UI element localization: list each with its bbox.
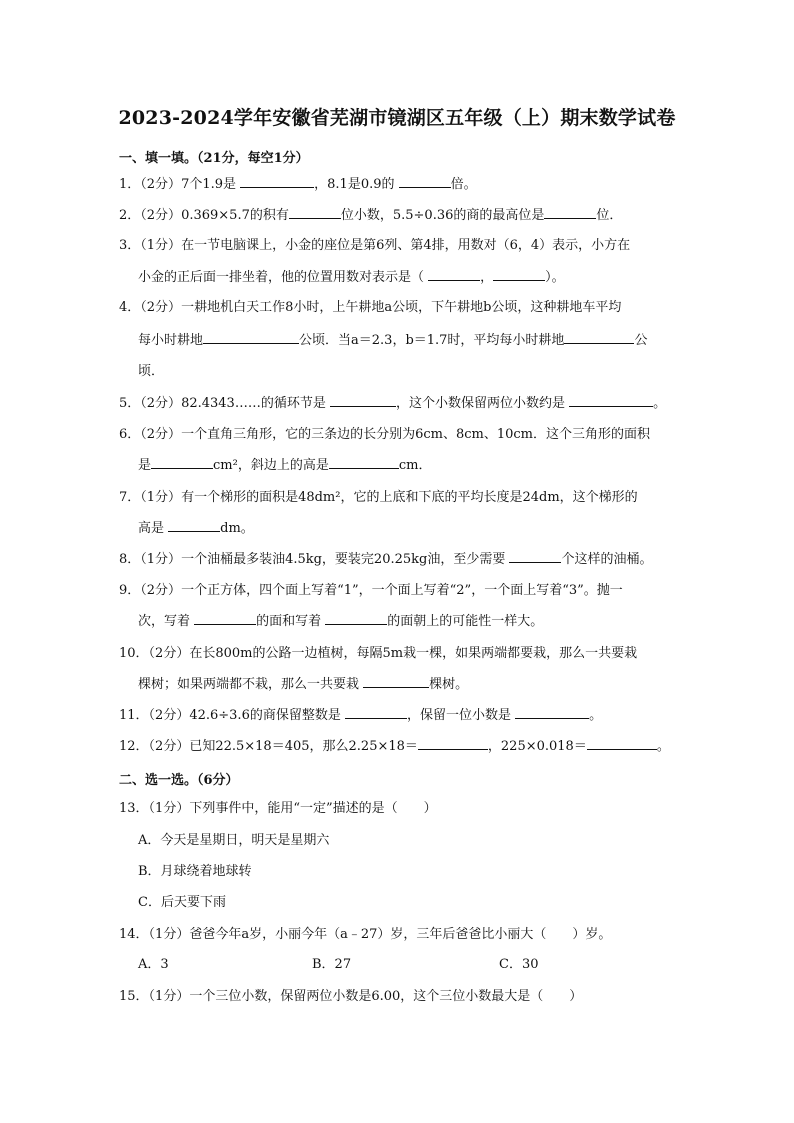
- question-4-continued-2: 顷．: [138, 364, 165, 379]
- question-9: 9．（2分）一个正方体，四个面上写着“1”，一个面上写着“2”，一个面上写着“3”。抛一: [119, 583, 623, 598]
- answer-blank[interactable]: [325, 612, 387, 625]
- option-a[interactable]: A．3: [138, 957, 169, 972]
- answer-blank[interactable]: [544, 206, 596, 219]
- answer-blank[interactable]: [329, 456, 399, 469]
- section-heading-fill: 一、填一填。（21分，每空1分）: [119, 151, 309, 166]
- question-7-continued: 高是 dm。: [138, 521, 254, 536]
- question-9-continued: 次，写着 的面和写着 的面朝上的可能性一样大。: [138, 614, 544, 629]
- answer-blank[interactable]: [564, 331, 634, 344]
- page-title: 2023-2024学年安徽省芜湖市镜湖区五年级（上）期末数学试卷: [118, 107, 676, 129]
- answer-blank[interactable]: [418, 737, 488, 750]
- option-b[interactable]: B．月球绕着地球转: [138, 864, 252, 879]
- question-4-continued: 每小时耕地 公顷．当a＝2.3，b＝1.7时，平均每小时耕地 公: [138, 333, 648, 348]
- question-2: 2．（2分）0.369×5.7的积有 位小数，5.5÷0.36的商的最高位是 位．: [119, 208, 623, 223]
- question-11: 11．（2分）42.6÷3.6的商保留整数是 ，保留一位小数是 。: [119, 708, 603, 723]
- question-7: 7．（1分）有一个梯形的面积是48dm²，它的上底和下底的平均长度是24dm，这个梯形的: [119, 490, 638, 505]
- question-13: 13．（1分）下列事件中，能用“一定”描述的是（ ）: [119, 801, 437, 816]
- question-3-continued: 小金的正后面一排坐着，他的位置用数对表示是（ ， ）。: [138, 270, 565, 285]
- question-14: 14．（1分）爸爸今年a岁，小丽今年（a﹣27）岁，三年后爸爸比小丽大（ ）岁。: [119, 927, 612, 942]
- answer-blank[interactable]: [509, 550, 561, 563]
- answer-blank[interactable]: [151, 456, 213, 469]
- option-a[interactable]: A．今天是星期日，明天是星期六: [138, 833, 330, 848]
- answer-blank[interactable]: [240, 175, 314, 188]
- answer-blank[interactable]: [194, 612, 256, 625]
- question-10-continued: 棵树；如果两端都不栽，那么一共要栽 棵树。: [138, 677, 469, 692]
- question-8: 8．（1分）一个油桶最多装油4.5kg，要装完20.25kg油，至少需要 个这样的油桶。: [119, 552, 653, 567]
- answer-blank[interactable]: [203, 331, 299, 344]
- question-15: 15．（1分）一个三位小数，保留两位小数是6.00，这个三位小数最大是（ ）: [119, 989, 583, 1004]
- option-c[interactable]: C．30: [499, 957, 539, 972]
- option-c[interactable]: C．后天要下雨: [138, 895, 226, 910]
- question-10: 10．（2分）在长800m的公路一边植树，每隔5m栽一棵，如果两端都要栽，那么一共要栽: [119, 646, 638, 661]
- answer-blank[interactable]: [515, 706, 589, 719]
- answer-blank[interactable]: [587, 737, 657, 750]
- section-heading-choice: 二、选一选。（6分）: [119, 773, 239, 788]
- answer-blank[interactable]: [493, 268, 545, 281]
- question-3: 3．（1分）在一节电脑课上，小金的座位是第6列、第4排，用数对（6，4）表示，小方在: [119, 238, 631, 253]
- option-b[interactable]: B．27: [312, 957, 352, 972]
- question-5: 5．（2分）82.4343……的循环节是 ，这个小数保留两位小数约是 。: [119, 396, 667, 411]
- question-12: 12．（2分）已知22.5×18＝405，那么2.25×18＝ ，225×0.018＝ 。: [119, 739, 670, 754]
- question-1: 1．（2分）7个1.9是 ，8.1是0.9的 倍。: [119, 177, 477, 192]
- answer-blank[interactable]: [428, 268, 480, 281]
- answer-blank[interactable]: [345, 706, 407, 719]
- answer-blank[interactable]: [569, 394, 653, 407]
- answer-blank[interactable]: [363, 675, 429, 688]
- question-4: 4．（2分）一耕地机白天工作8小时，上午耕地a公顷，下午耕地b公顷，这种耕地车平均: [119, 300, 622, 315]
- answer-blank[interactable]: [168, 519, 220, 532]
- question-6: 6．（2分）一个直角三角形，它的三条边的长分别为6cm、8cm、10cm．这个三角形的面积: [119, 427, 650, 442]
- question-6-continued: 是 cm²，斜边上的高是 cm．: [138, 458, 432, 473]
- answer-blank[interactable]: [399, 175, 451, 188]
- answer-blank[interactable]: [330, 394, 396, 407]
- answer-blank[interactable]: [289, 206, 341, 219]
